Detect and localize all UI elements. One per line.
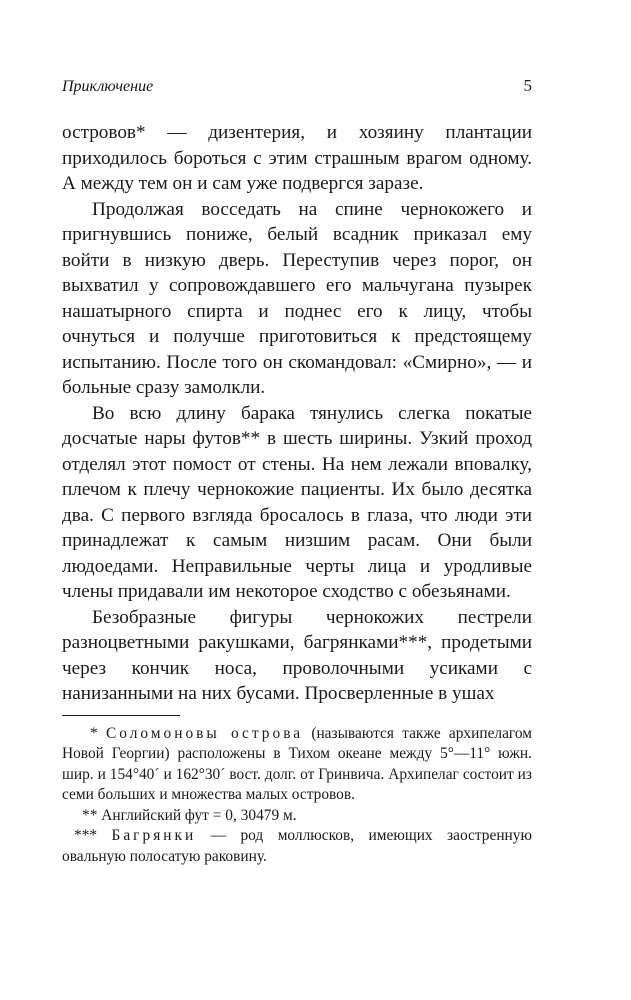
footnote-divider bbox=[62, 715, 180, 716]
footnote-3-term: Багрянки bbox=[111, 827, 197, 844]
footnote-1 bbox=[62, 724, 532, 806]
body-text bbox=[62, 120, 532, 707]
footnote-2: ** Английский фут = 0, 30479 м. bbox=[82, 806, 297, 824]
paragraph-2: Продолжая восседать на спине чернокожего и пригнувшись пониже, белый всадник приказал ему войти в низкую дверь. Переступив через порог, он выхватил у сопровождавшего его мальчугана пузырек нашатырного спирта и поднес его к лицу, чтобы очнуться и получше приготовиться к предстоящему испытанию. После того он скомандовал: «Смирно», — и больные сразу замолкли. bbox=[62, 198, 532, 398]
page-header bbox=[62, 76, 532, 102]
footnote-3-marker: *** bbox=[74, 827, 112, 844]
paragraph-1: островов* — дизентерия, и хозяину плантации приходилось бороться с этим страшным врагом одному. А между тем он и сам уже подвергся заразе. bbox=[62, 122, 532, 194]
footnote-1-text: (называются также архипелагом Новой Георгии) расположены в Тихом океане между 5°—11° южн. шир. и 154°40´ и 162°30´ вост. долг. от Гринвича. Архипелаг состоит из семи больших и множества малых островов. bbox=[62, 724, 532, 803]
footnote-1-term: Соломоновы острова bbox=[105, 724, 304, 742]
page-number: 5 bbox=[523, 76, 532, 95]
paragraph-3: Во всю длину барака тянулись слегка покатые досчатые нары футов** в шесть ширины. Узкий проход отделял этот помост от стены. На нем лежали вповалку, плечом к плечу чернокожие пациенты. Их было десятка два. С первого взгляда бросалось в глаза, что люди эти принадлежат к самым низшим расам. Они были людоедами. Неправильные черты лица и уродливые члены придавали им некоторое сходство с обезьянами. bbox=[62, 402, 532, 602]
book-page bbox=[62, 76, 532, 867]
paragraph-4: Безобразные фигуры чернокожих пестрели разноцветными ракушками, багрянками***, продетыми через кончик носа, проволочными усиками с нанизанными на них бусами. Просверленные в ушах bbox=[62, 606, 532, 704]
running-title: Приключение bbox=[62, 78, 154, 95]
footnote-3-text: — род моллюсков, имеющих заостренную овальную полосатую раковину. bbox=[62, 827, 532, 865]
footnote-3 bbox=[62, 826, 532, 867]
footnotes bbox=[62, 724, 532, 868]
footnote-1-marker: * bbox=[90, 724, 106, 742]
